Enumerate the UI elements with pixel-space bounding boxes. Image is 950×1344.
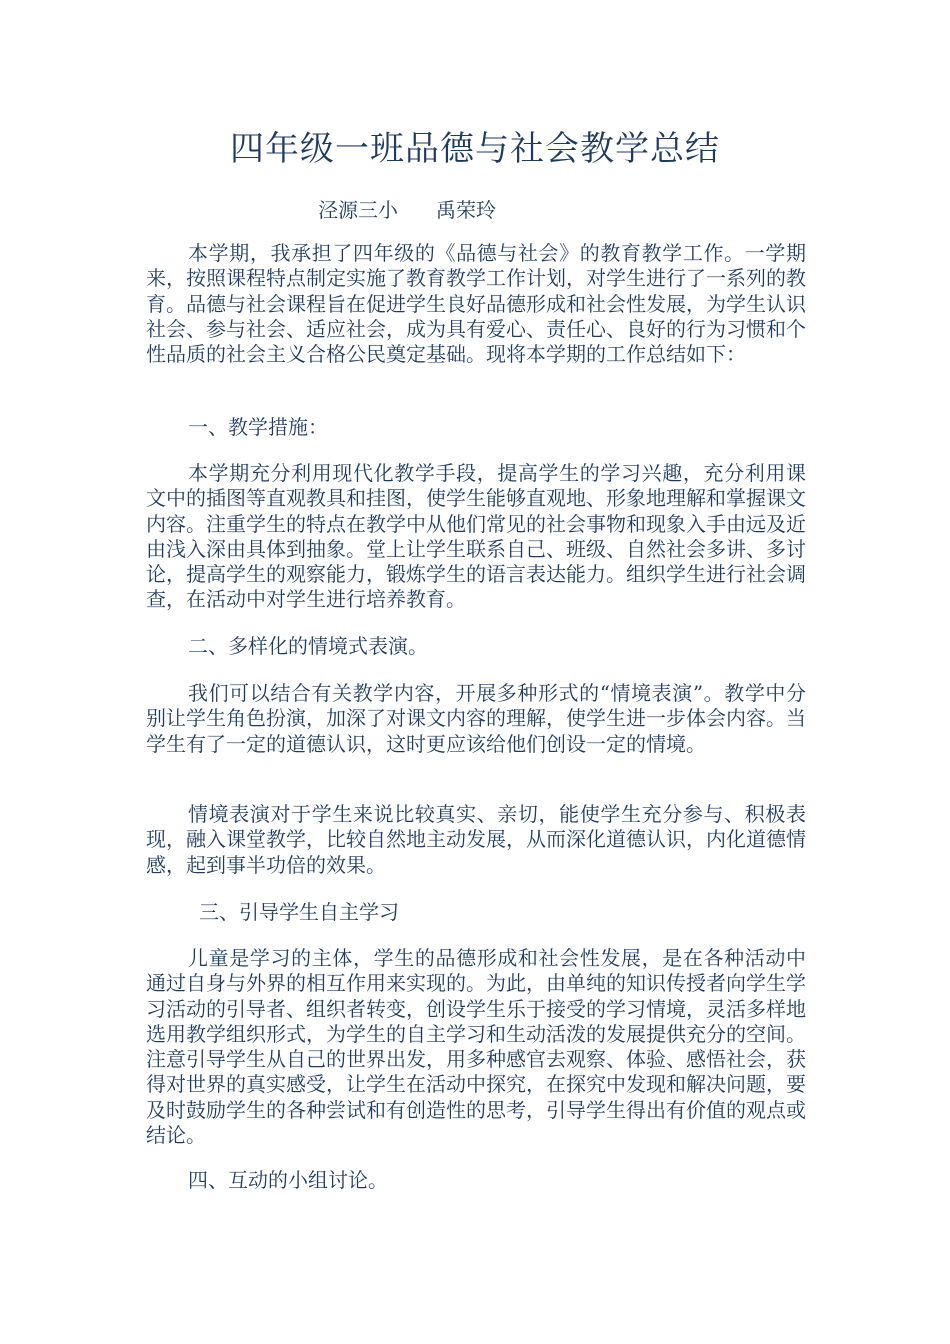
section-2-heading: 二、多样化的情境式表演。 bbox=[188, 634, 428, 658]
section-4-heading: 四、互动的小组讨论。 bbox=[188, 1168, 388, 1192]
document-title: 四年级一班品德与社会教学总结 bbox=[230, 129, 720, 169]
section-3-heading: 三、引导学生自主学习 bbox=[199, 900, 399, 924]
section-1-heading: 一、教学措施： bbox=[188, 415, 328, 439]
section-3-paragraph: 儿童是学习的主体，学生的品德形成和社会性发展，是在各种活动中通过自身与外界的相互作用来实现的。为此，由单纯的知识传授者向学生学习活动的引导者、组织者转变，创设学生乐于接受的学习情境，灵活多样地选用教学组织形式，为学生的自主学习和生动活泼的发展提供充分的空间。注意引导学生从自己的世界出发，用多种感官去观察、体验、感悟社会，获得对世界的真实感受，让学生在活动中探究，在探究中发现和解决问题，要及时鼓励学生的各种尝试和有创造性的思考，引导学生得出有价值的观点或结论。 bbox=[146, 946, 806, 1148]
school-name: 泾源三小 bbox=[318, 198, 398, 222]
section-1-paragraph: 本学期充分利用现代化教学手段，提高学生的学习兴趣，充分利用课文中的插图等直观教具和挂图，使学生能够直观地、形象地理解和掌握课文内容。注重学生的特点在教学中从他们常见的社会事物和现象入手由远及近由浅入深由具体到抽象。堂上让学生联系自己、班级、自然社会多讲、多讨论，提高学生的观察能力，锻炼学生的语言表达能力。组织学生进行社会调查，在活动中对学生进行培养教育。 bbox=[146, 461, 806, 612]
byline bbox=[318, 196, 496, 224]
section-2-paragraph-1: 我们可以结合有关教学内容，开展多种形式的“情境表演”。教学中分别让学生角色扮演，加深了对课文内容的理解，使学生进一步体会内容。当学生有了一定的道德认识，这时更应该给他们创设一定的情境。 bbox=[146, 681, 806, 756]
intro-paragraph: 本学期，我承担了四年级的《品德与社会》的教育教学工作。一学期来，按照课程特点制定实施了教育教学工作计划，对学生进行了一系列的教育。品德与社会课程旨在促进学生良好品德形成和社会性发展，为学生认识社会、参与社会、适应社会，成为具有爱心、责任心、良好的行为习惯和个性品质的社会主义合格公民奠定基础。现将本学期的工作总结如下： bbox=[146, 241, 806, 367]
section-2-paragraph-2: 情境表演对于学生来说比较真实、亲切，能使学生充分参与、积极表现，融入课堂教学，比较自然地主动发展，从而深化道德认识，内化道德情感，起到事半功倍的效果。 bbox=[146, 802, 806, 877]
author-name: 禹荣玲 bbox=[436, 198, 496, 222]
